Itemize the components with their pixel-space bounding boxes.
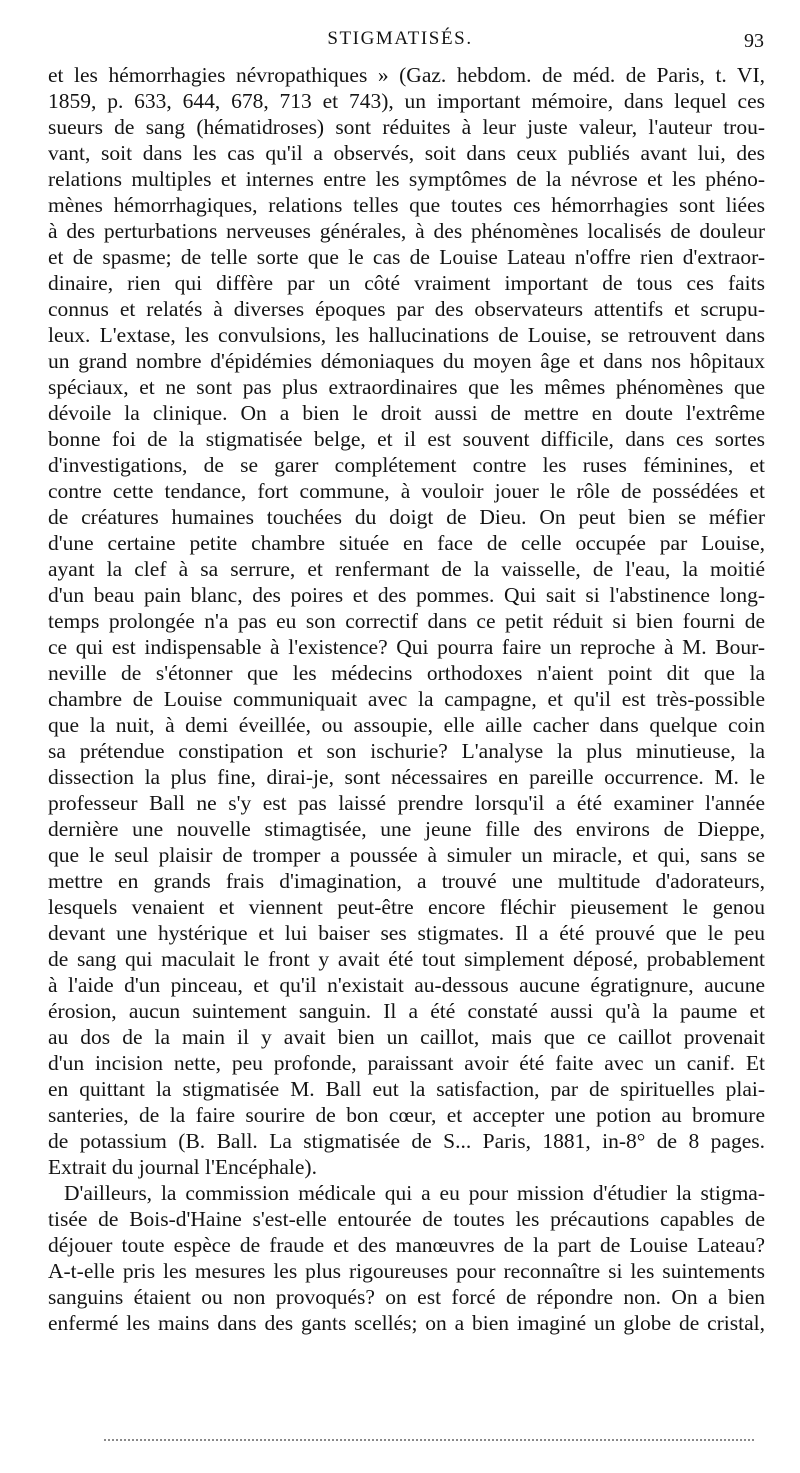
text-line: mettre en grands frais d'imagination, a trouvé une multitude d'adorateurs, xyxy=(48,869,765,893)
text-line: que la nuit, à demi éveillée, ou assoupie, elle aille cacher dans quelque coin xyxy=(48,713,765,737)
page-number: 93 xyxy=(744,30,764,52)
text-line: un grand nombre d'épidémies démoniaques du moyen âge et dans nos hôpitaux xyxy=(48,349,765,373)
text-line: dissection la plus fine, dirai-je, sont nécessaires en pareille occurrence. M. le xyxy=(48,765,765,789)
text-line: déjouer toute espèce de fraude et des manœuvres de la part de Louise Lateau? xyxy=(48,1233,765,1257)
text-line: connus et relatés à diverses époques par des observateurs attentifs et scrupu- xyxy=(48,297,765,321)
text-line: dernière une nouvelle stimagtisée, une jeune fille des environs de Dieppe, xyxy=(48,817,765,841)
text-line: d'investigations, de se garer complétement contre les ruses féminines, et xyxy=(48,453,765,477)
text-line: et de spasme; de telle sorte que le cas de Louise Lateau n'offre rien d'extraor- xyxy=(48,245,765,269)
text-line: que le seul plaisir de tromper a poussée à simuler un miracle, et qui, sans se xyxy=(48,843,765,867)
running-head xyxy=(0,22,800,52)
text-line: à des perturbations nerveuses générales, à des phénomènes localisés de douleur xyxy=(48,219,765,243)
text-line: contre cette tendance, fort commune, à vouloir jouer le rôle de possédées et xyxy=(48,479,765,503)
text-line: sanguins étaient ou non provoqués? on est forcé de répondre non. On a bien xyxy=(48,1285,765,1309)
text-line: enfermé les mains dans des gants scellés; on a bien imaginé un globe de cristal, xyxy=(48,1311,765,1335)
text-line: devant une hystérique et lui baiser ses stigmates. Il a été prouvé que le peu xyxy=(48,921,765,945)
text-line: de sang qui maculait le front y avait été tout simplement déposé, probablement xyxy=(48,947,765,971)
paragraph xyxy=(48,62,765,1180)
footer-rule xyxy=(104,1439,754,1441)
text-line: leux. L'extase, les convulsions, les hallucinations de Louise, se retrouvent dans xyxy=(48,323,765,347)
text-line: spéciaux, et ne sont pas plus extraordinaires que les mêmes phénomènes que xyxy=(48,375,765,399)
text-line: à l'aide d'un pinceau, et qu'il n'existait au-dessous aucune égratignure, aucune xyxy=(48,973,765,997)
text-line: dinaire, rien qui diffère par un côté vraiment important de tous ces faits xyxy=(48,271,765,295)
text-line: A-t-elle pris les mesures les plus rigoureuses pour reconnaître si les suintements xyxy=(48,1259,765,1283)
text-line: érosion, aucun suintement sanguin. Il a été constaté aussi qu'à la paume et xyxy=(48,999,765,1023)
text-line: santeries, de la faire sourire de bon cœur, et accepter une potion au bromure xyxy=(48,1103,765,1127)
text-line: tisée de Bois-d'Haine s'est-elle entourée de toutes les précautions capables de xyxy=(48,1207,765,1231)
text-line: temps prolongée n'a pas eu son correctif dans ce petit réduit si bien fourni de xyxy=(48,609,765,633)
text-line: d'un incision nette, peu profonde, paraissant avoir été faite avec un canif. Et xyxy=(48,1051,765,1075)
text-line: ayant la clef à sa serrure, et renfermant de la vaisselle, de l'eau, la moitié xyxy=(48,557,765,581)
text-line: sa prétendue constipation et son ischurie? L'analyse la plus minutieuse, la xyxy=(48,739,765,763)
text-line: bonne foi de la stigmatisée belge, et il est souvent difficile, dans ces sortes xyxy=(48,427,765,451)
paragraph xyxy=(48,1180,765,1336)
text-line: neville de s'étonner que les médecins orthodoxes n'aient point dit que la xyxy=(48,661,765,685)
text-line: 1859, p. 633, 644, 678, 713 et 743), un important mémoire, dans lequel ces xyxy=(48,89,765,113)
body-text xyxy=(48,62,765,1336)
text-line: et les hémorrhagies névropathiques » (Gaz. hebdom. de méd. de Paris, t. VI, xyxy=(48,63,765,87)
text-line: d'un beau pain blanc, des poires et des pommes. Qui sait si l'abstinence long- xyxy=(48,583,765,607)
text-line: chambre de Louise communiquait avec la campagne, et qu'il est très-possible xyxy=(48,687,765,711)
text-line: d'une certaine petite chambre située en face de celle occupée par Louise, xyxy=(48,531,765,555)
text-line: dévoile la clinique. On a bien le droit aussi de mettre en doute l'extrême xyxy=(48,401,765,425)
text-line: mènes hémorrhagiques, relations telles que toutes ces hémorrhagies sont liées xyxy=(48,193,765,217)
text-line: Extrait du journal l'Encéphale). xyxy=(48,1155,317,1179)
running-title: STIGMATISÉS. xyxy=(327,28,473,49)
text-line: ce qui est indispensable à l'existence? Qui pourra faire un reproche à M. Bour- xyxy=(48,635,765,659)
text-line: sueurs de sang (hématidroses) sont réduites à leur juste valeur, l'auteur trou- xyxy=(48,115,765,139)
text-line: de créatures humaines touchées du doigt de Dieu. On peut bien se méfier xyxy=(48,505,765,529)
text-line: professeur Ball ne s'y est pas laissé prendre lorsqu'il a été examiner l'année xyxy=(48,791,765,815)
text-line: vant, soit dans les cas qu'il a observés, soit dans ceux publiés avant lui, des xyxy=(48,141,765,165)
text-line: en quittant la stigmatisée M. Ball eut la satisfaction, par de spirituelles plai- xyxy=(48,1077,765,1101)
text-line: lesquels venaient et viennent peut-être encore fléchir pieusement le genou xyxy=(48,895,765,919)
text-line: relations multiples et internes entre les symptômes de la névrose et les phéno- xyxy=(48,167,765,191)
text-line: au dos de la main il y avait bien un caillot, mais que ce caillot provenait xyxy=(48,1025,765,1049)
text-line: de potassium (B. Ball. La stigmatisée de S... Paris, 1881, in-8° de 8 pages. xyxy=(48,1129,765,1153)
text-line: D'ailleurs, la commission médicale qui a eu pour mission d'étudier la stigma- xyxy=(64,1181,765,1205)
